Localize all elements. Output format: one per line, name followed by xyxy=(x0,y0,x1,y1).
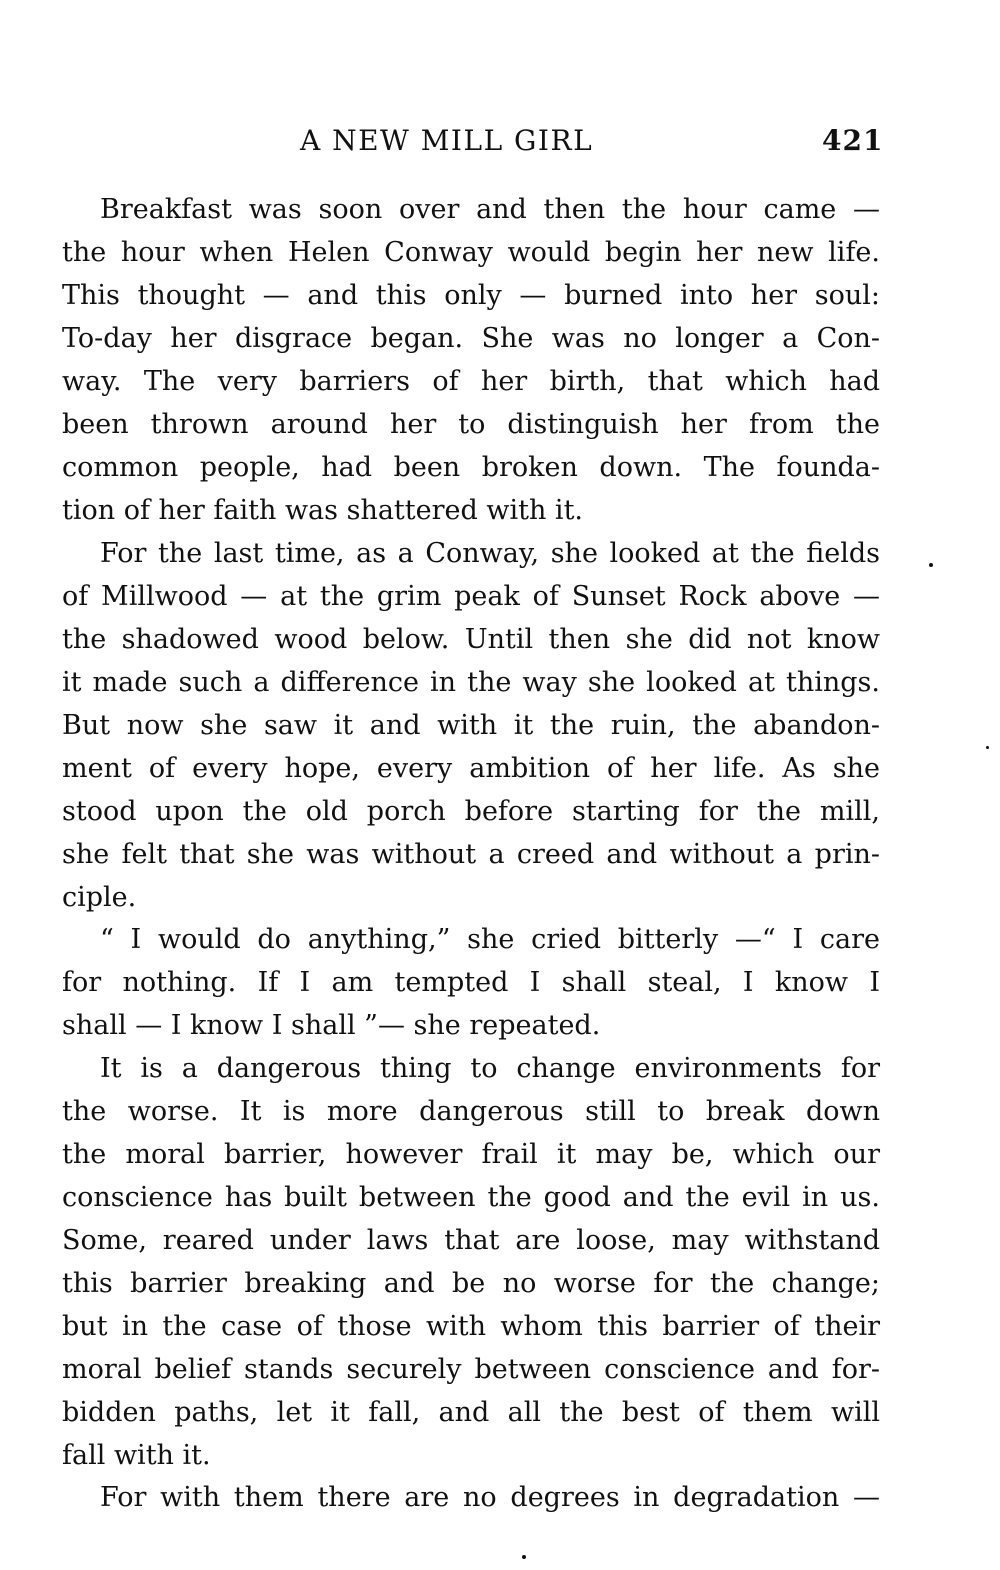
text-line: the worse. It is more dangerous still to break down xyxy=(62,1096,880,1127)
running-header: A NEW MILL GIRL xyxy=(300,124,594,157)
text-line: been thrown around her to distinguish her from the xyxy=(62,409,880,440)
text-line: the moral barrier, however frail it may be, which our xyxy=(62,1139,880,1170)
text-line: ciple. xyxy=(62,882,137,913)
text-line: For the last time, as a Conway, she looked at the fields xyxy=(100,538,880,569)
text-line: stood upon the old porch before starting for the mill, xyxy=(62,796,880,827)
text-line: tion of her faith was shattered with it. xyxy=(62,495,584,526)
text-line: the shadowed wood below. Until then she did not know xyxy=(62,624,880,655)
text-line: It is a dangerous thing to change environments for xyxy=(100,1053,880,1084)
text-line: To-day her disgrace began. She was no longer a Con- xyxy=(62,323,880,354)
text-line: “ I would do anything,” she cried bitterly —“ I care xyxy=(100,924,880,955)
text-line: she felt that she was without a creed and without a prin- xyxy=(62,839,880,870)
text-line: fall with it. xyxy=(62,1440,211,1471)
text-line: bidden paths, let it fall, and all the best of them will xyxy=(62,1397,880,1428)
text-line: conscience has built between the good and the evil in us. xyxy=(62,1182,880,1213)
text-line: For with them there are no degrees in degradation — xyxy=(100,1482,880,1513)
text-line: This thought — and this only — burned into her soul: xyxy=(62,280,880,311)
ink-speck xyxy=(929,563,933,567)
text-line: Some, reared under laws that are loose, may withstand xyxy=(62,1225,880,1256)
text-line: the hour when Helen Conway would begin her new life. xyxy=(62,237,880,268)
ink-speck xyxy=(522,1555,526,1559)
text-line: it made such a difference in the way she looked at things. xyxy=(62,667,880,698)
text-line: this barrier breaking and be no worse for the change; xyxy=(62,1268,880,1299)
text-line: ment of every hope, every ambition of her life. As she xyxy=(62,753,880,784)
text-line: of Millwood — at the grim peak of Sunset Rock above — xyxy=(62,581,880,612)
text-line: way. The very barriers of her birth, that which had xyxy=(62,366,880,397)
ink-speck xyxy=(986,746,989,749)
text-line: but in the case of those with whom this barrier of their xyxy=(62,1311,880,1342)
text-line: shall — I know I shall ”— she repeated. xyxy=(62,1010,601,1041)
text-line: for nothing. If I am tempted I shall steal, I know I xyxy=(62,967,880,998)
text-line: Breakfast was soon over and then the hour came — xyxy=(100,194,880,225)
text-line: common people, had been broken down. The founda- xyxy=(62,452,880,483)
text-line: moral belief stands securely between conscience and for- xyxy=(62,1354,880,1385)
text-line: But now she saw it and with it the ruin, the abandon- xyxy=(62,710,880,741)
page-number: 421 xyxy=(822,124,884,157)
